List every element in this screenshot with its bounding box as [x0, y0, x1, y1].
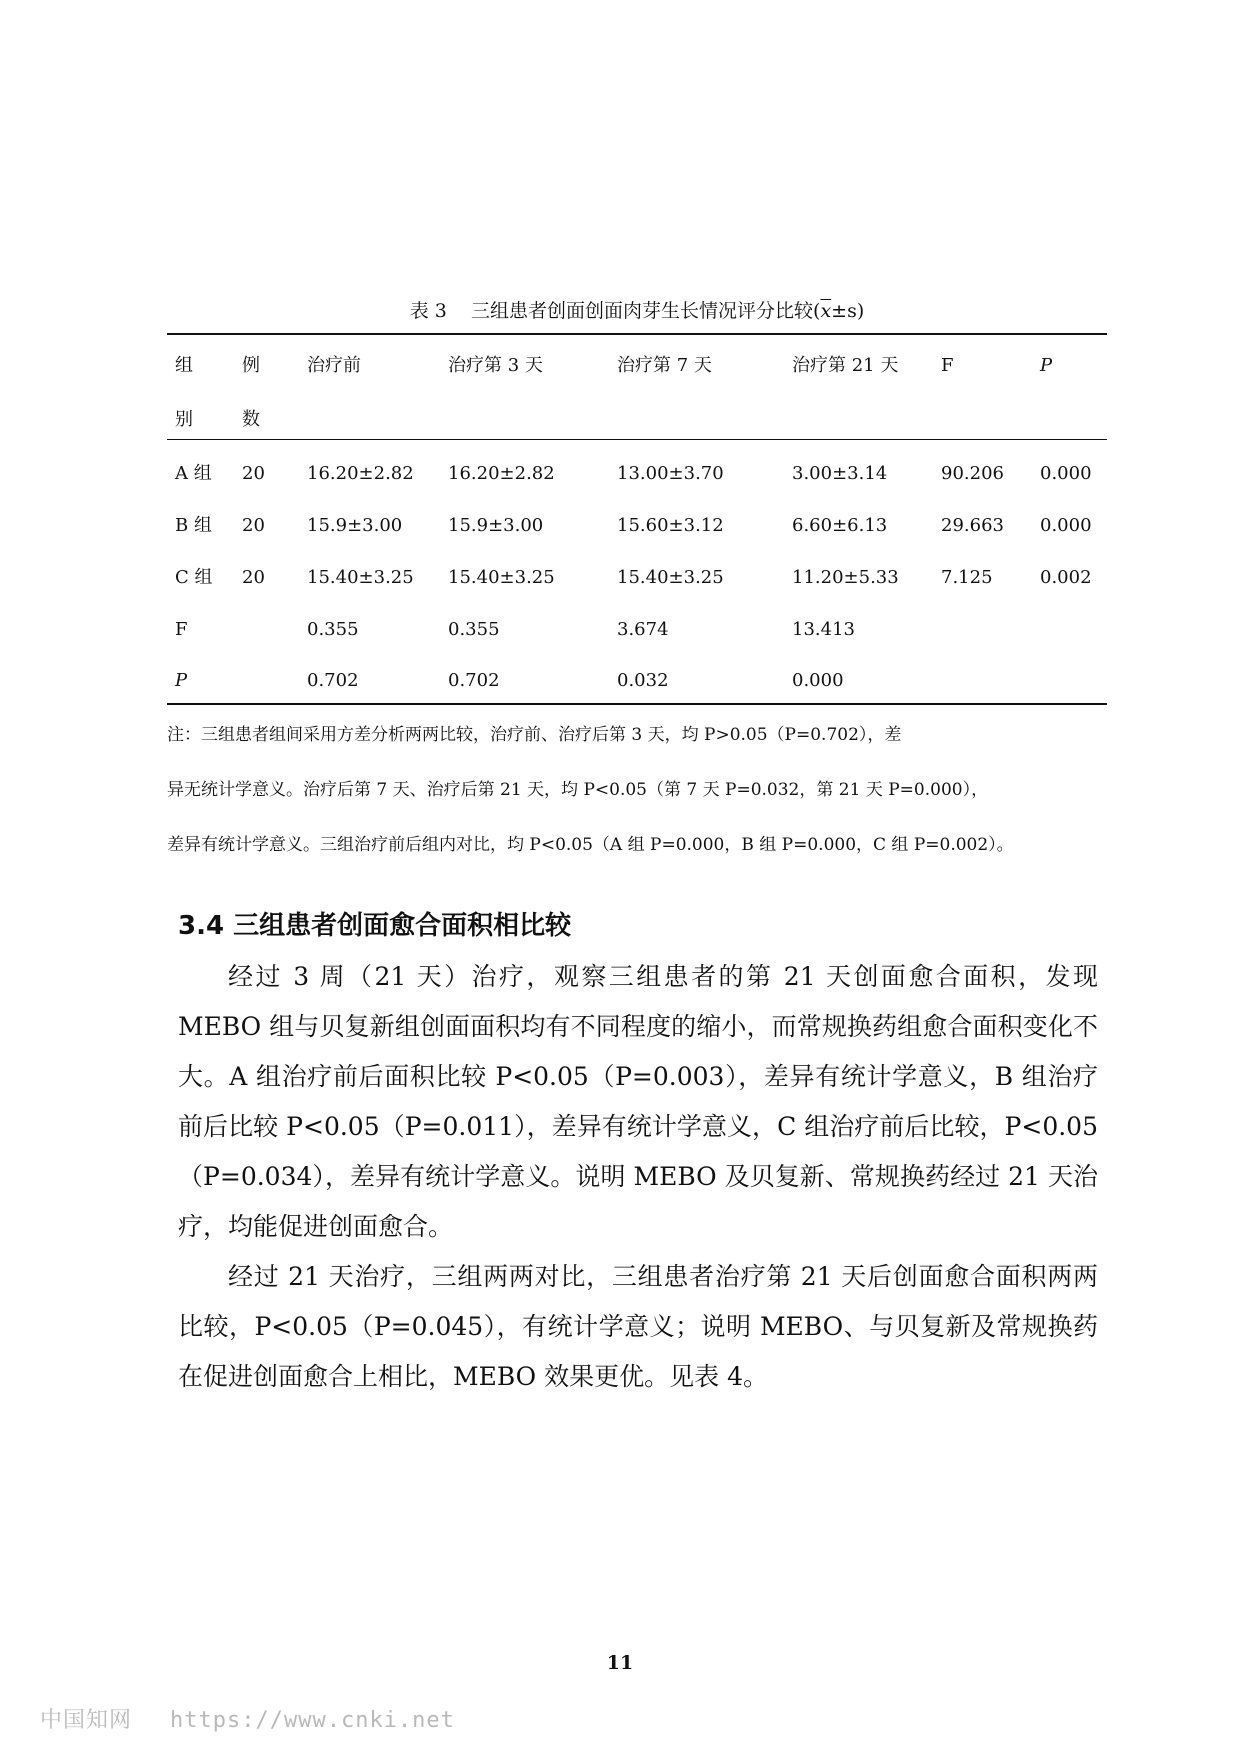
table-caption-suffix: ±s): [831, 300, 865, 322]
page-number: 11: [606, 1652, 634, 1674]
table-note-line: 差异有统计学意义。三组治疗前后组内对比，均 P<0.05（A 组 P=0.000，B 组 P=0.000，C 组 P=0.002）。: [167, 835, 1014, 855]
row-count: 20: [242, 463, 265, 484]
row-before: 16.20±2.82: [307, 463, 414, 484]
row-group: C 组: [175, 567, 213, 588]
body-paragraph: 经过 21 天治疗，三组两两对比，三组患者治疗第 21 天后创面愈合面积两两比较，P<0.05（P=0.045），有统计学意义；说明 MEBO、与贝复新及常规换药在促进创面愈合上相比，MEBO 效果更优。见表 4。: [178, 1262, 1098, 1391]
row-p: 0.002: [1040, 567, 1092, 588]
f-row-day7: 3.674: [617, 619, 669, 640]
header-count-line2: 数: [242, 409, 260, 430]
f-row-day21: 13.413: [792, 619, 855, 640]
table-caption-xbar: $\overline{x}$: [820, 300, 832, 322]
p-row-day7: 0.032: [617, 670, 669, 691]
p-row-day21: 0.000: [792, 670, 844, 691]
section-heading: 3.4 三组患者创面愈合面积相比较: [178, 911, 572, 941]
row-f: 7.125: [941, 567, 993, 588]
table-caption: [167, 296, 1107, 326]
row-day21: 6.60±6.13: [792, 515, 888, 536]
f-row-label: F: [175, 619, 188, 640]
header-before: 治疗前: [307, 355, 361, 376]
table-note-line: 注：三组患者组间采用方差分析两两比较，治疗前、治疗后第 3 天，均 P>0.05（P=0.702），差: [167, 725, 902, 745]
row-group: A 组: [175, 463, 212, 484]
row-before: 15.40±3.25: [307, 567, 414, 588]
table-caption-prefix: 表 3: [409, 300, 447, 322]
row-f: 29.663: [941, 515, 1004, 536]
header-count-line1: 例: [242, 355, 260, 376]
p-row-day3: 0.702: [448, 670, 500, 691]
p-row-label: P: [175, 670, 188, 691]
header-group-line1: 组: [175, 355, 193, 376]
table-top-rule: [167, 333, 1107, 335]
p-row-before: 0.702: [307, 670, 359, 691]
f-row-day3: 0.355: [448, 619, 500, 640]
watermark-name: 中国知网: [40, 1708, 133, 1733]
header-f: F: [941, 355, 954, 376]
header-day3: 治疗第 3 天: [448, 355, 543, 376]
table-note-line: 异无统计学意义。治疗后第 7 天、治疗后第 21 天，均 P<0.05（第 7 天 P=0.032，第 21 天 P=0.000），: [167, 780, 989, 800]
watermark-site: https://www.cnki.net: [170, 1708, 455, 1733]
header-day21: 治疗第 21 天: [792, 355, 899, 376]
row-day21: 3.00±3.14: [792, 463, 888, 484]
f-row-before: 0.355: [307, 619, 359, 640]
table-caption-text: 三组患者创面创面肉芽生长情况评分比较(: [471, 300, 821, 322]
row-day3: 15.9±3.00: [448, 515, 544, 536]
row-p: 0.000: [1040, 515, 1092, 536]
watermark: [40, 1703, 455, 1734]
row-f: 90.206: [941, 463, 1004, 484]
table-bottom-rule: [167, 703, 1107, 705]
header-group-line2: 别: [175, 409, 193, 430]
table-header-rule: [167, 439, 1107, 440]
body-paragraph: 经过 3 周（21 天）治疗，观察三组患者的第 21 天创面愈合面积，发现 MEBO 组与贝复新组创面面积均有不同程度的缩小，而常规换药组愈合面积变化不大。A 组治疗前后面积比较 P<0.05（P=0.003），差异有统计学意义，B 组治疗前后比较 P<0.05（P=0.011），差异有统计学意义，C 组治疗前后比较，P<0.05（P=0.034），差异有统计学意义。说明 MEBO 及贝复新、常规换药经过 21 天治疗，均能促进创面愈合。: [178, 962, 1098, 1241]
row-day3: 15.40±3.25: [448, 567, 555, 588]
row-day7: 13.00±3.70: [617, 463, 724, 484]
header-day7: 治疗第 7 天: [617, 355, 712, 376]
row-day7: 15.60±3.12: [617, 515, 724, 536]
header-p: P: [1040, 355, 1053, 376]
row-count: 20: [242, 567, 265, 588]
row-count: 20: [242, 515, 265, 536]
row-day21: 11.20±5.33: [792, 567, 899, 588]
row-before: 15.9±3.00: [307, 515, 403, 536]
row-day3: 16.20±2.82: [448, 463, 555, 484]
row-day7: 15.40±3.25: [617, 567, 724, 588]
row-p: 0.000: [1040, 463, 1092, 484]
row-group: B 组: [175, 515, 212, 536]
